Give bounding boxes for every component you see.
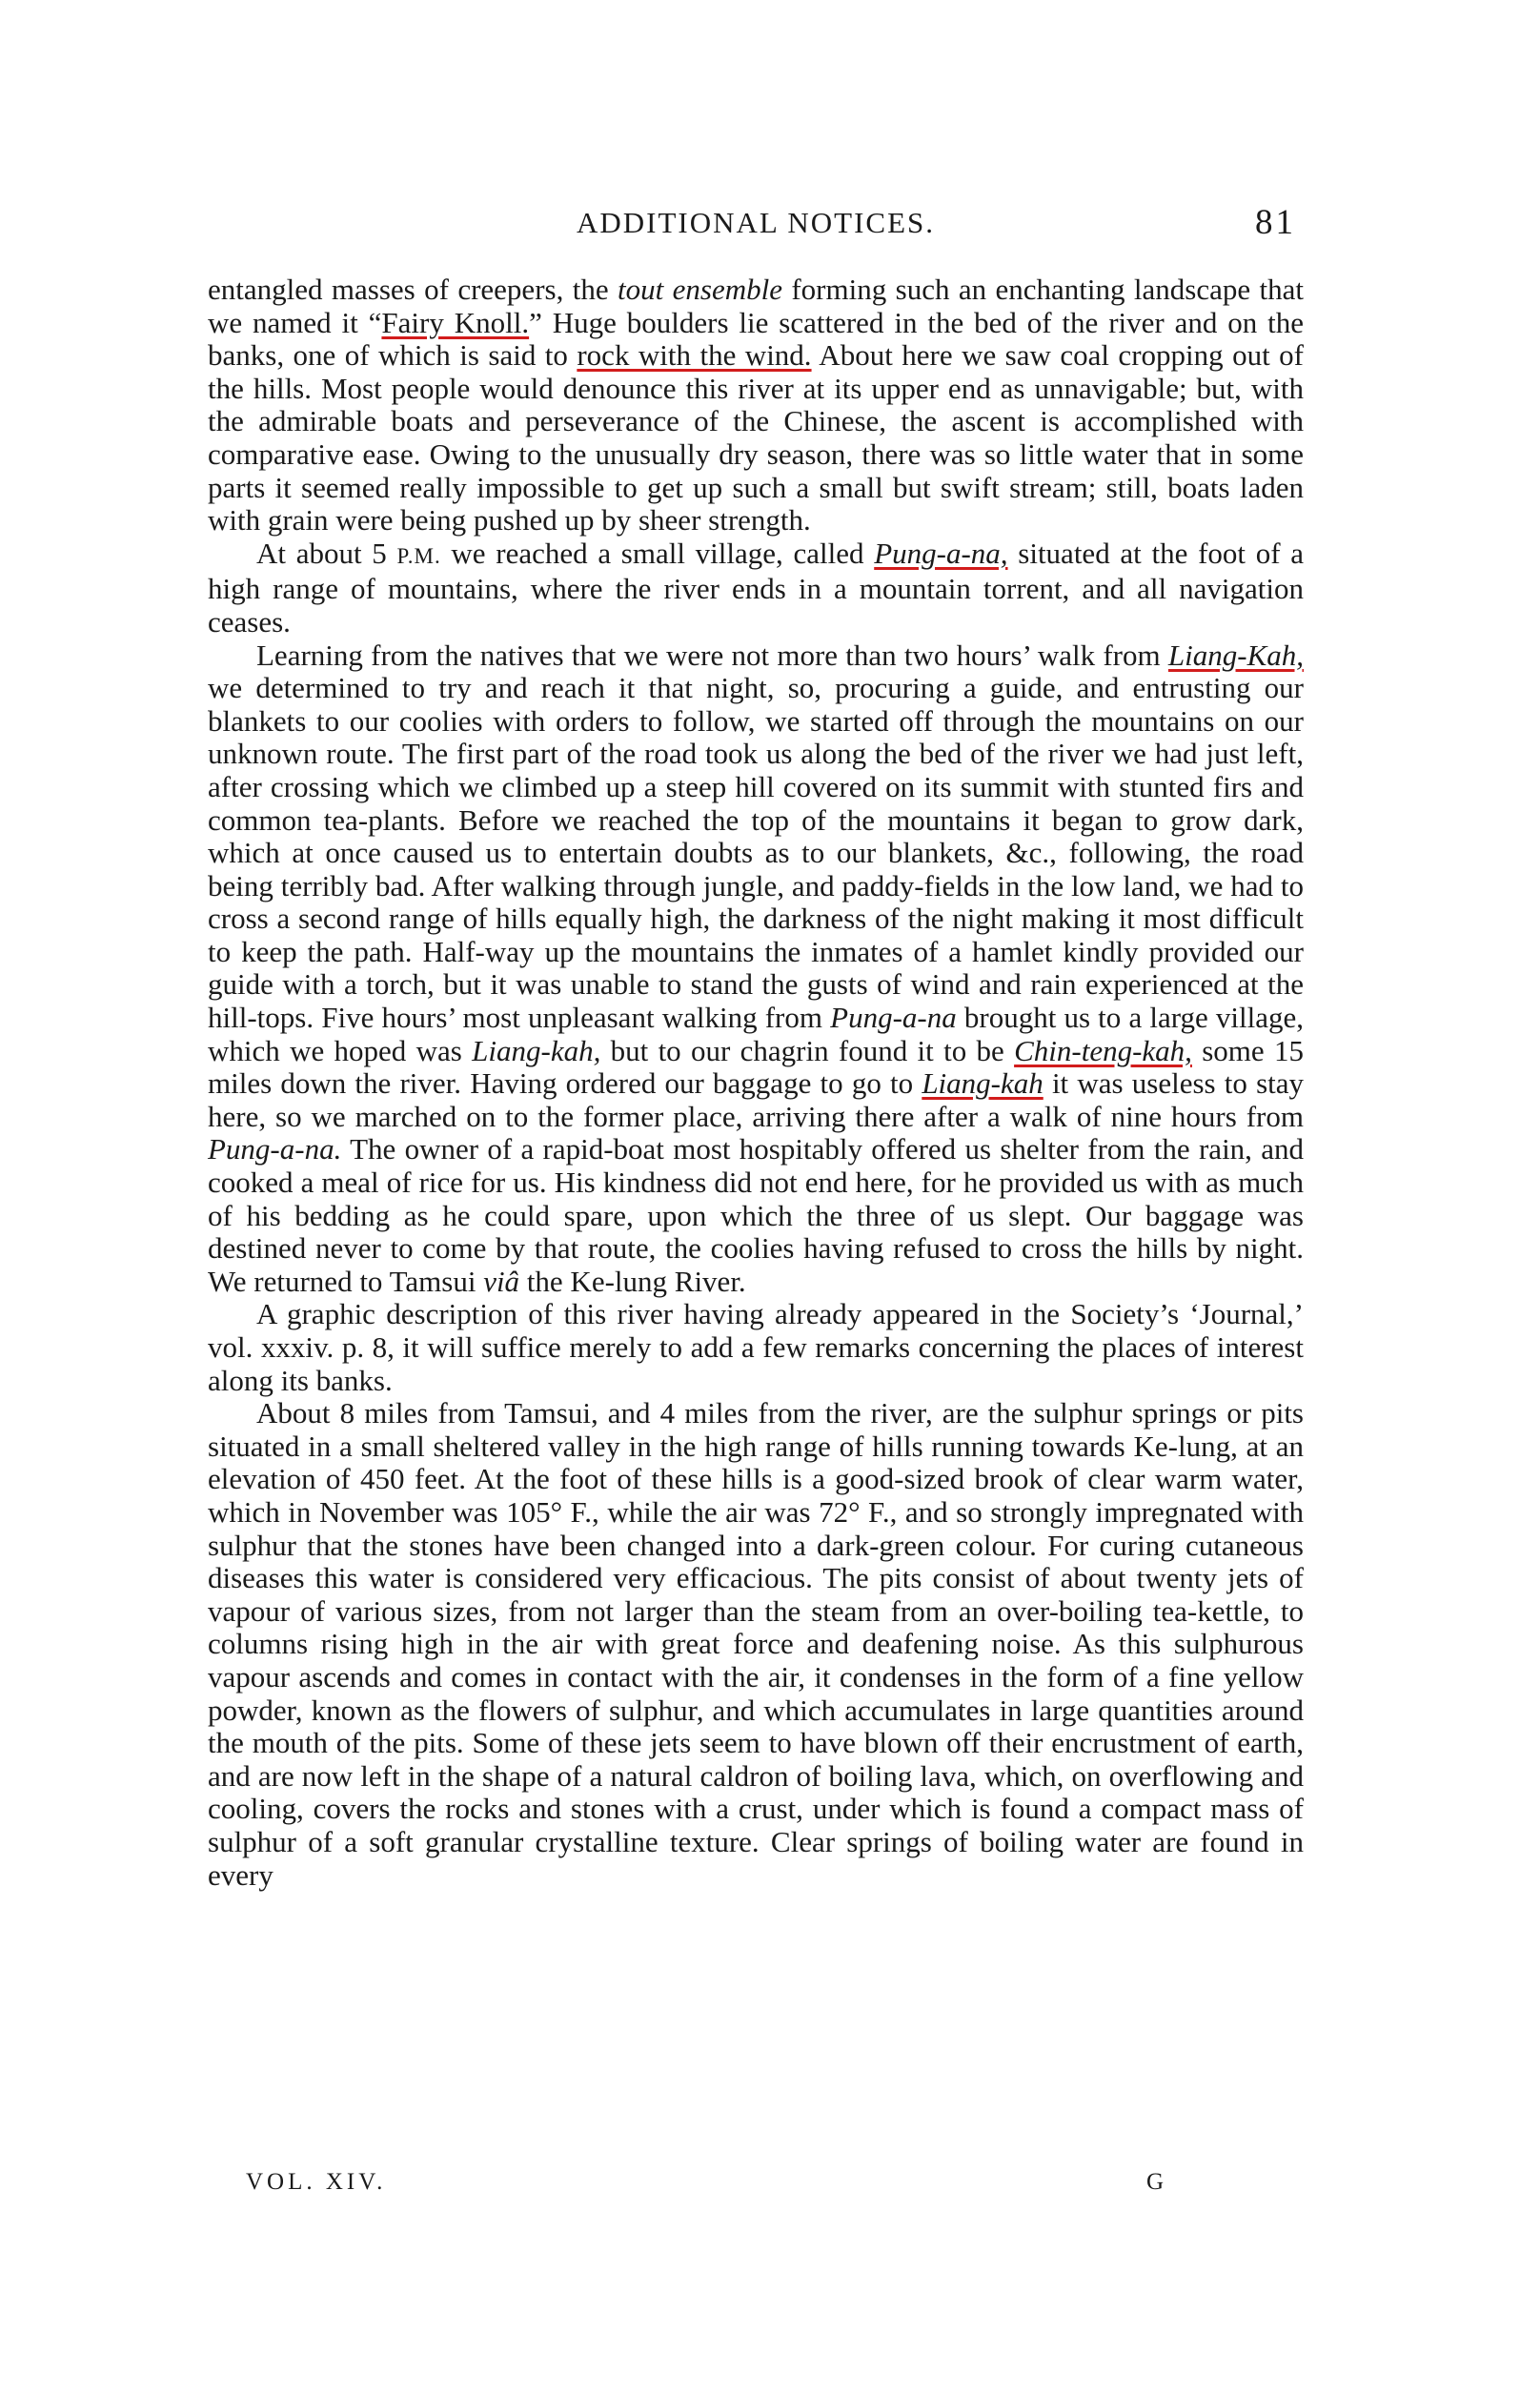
paragraph-5: About 8 miles from Tamsui, and 4 miles from the river, are the sulphur springs or pits situated in a small sheltered valley in the high range of hills running towards Ke-lung, at an elevation of 450 feet. At the foot of these hills is a good-sized brook of clear warm water, which in November was 105° F., while the air was 72° F., and so strongly impregnated with sulphur that the stones have been changed into a dark-green colour. For curing cutaneous diseases this water is considered very efficacious. The pits consist of about twenty jets of vapour of various sizes, from not larger than the steam from an over-boiling tea-kettle, to columns rising high in the air with great force and deafening noise. As this sulphurous vapour ascends and comes in contact with the air, it condenses in the form of a fine yellow powder, known as the flowers of sulphur, and which accumulates in large quantities around the mouth of the pits. Some of these jets seem to have blown off their encrustment of earth, and are now left in the shape of a natural caldron of boiling lava, which, on overflowing and cooling, covers the rocks and stones with a crust, under which is found a compact mass of sulphur of a soft granular crystalline texture. Clear springs of boiling water are found in every	[208, 1396, 1304, 1892]
underlined-place-name: Liang-Kah,	[1167, 638, 1304, 672]
italic-word: viâ	[483, 1264, 520, 1298]
running-title: ADDITIONAL NOTICES.	[576, 206, 936, 239]
italic-phrase: tout ensemble	[618, 273, 782, 306]
time-abbreviation: P.M.	[396, 543, 441, 568]
running-head	[208, 202, 1304, 250]
page-footer	[208, 2169, 1304, 2207]
underlined-place-name: Fairy Knoll.	[381, 305, 530, 339]
underlined-place-name: Chin-teng-kah,	[1014, 1033, 1192, 1067]
text-body	[208, 274, 1304, 1892]
text-run: ” Huge boulders lie scattered in the bed of the river and on the banks, one of which is said to	[208, 305, 1304, 373]
italic-place-name: Pung-a-na	[830, 1001, 957, 1035]
paragraph-1	[208, 274, 1304, 537]
text-run: some 15 miles down the river. Having ordered our baggage to go to	[208, 1033, 1304, 1101]
text-run: The owner of a rapid-boat most hospitably offered us shelter from the rain, and cooked a meal of rice for us. His kindness did not end here, for he provided us with as much of his bedding as he could spare, upon which the three of us slept. Our baggage was destined never to come by that route, the coolies having refused to cross the hills by night. We returned to Tamsui	[208, 1132, 1304, 1298]
text-run: we determined to try and reach it that night, so, procuring a guide, and entrusting our blankets to our coolies with orders to follow, we started off through the mountains on our unknown route. The first part of the road took us along the bed of the river we had just left, after crossing which we climbed up a steep hill covered on its summit with stunted firs and common tea-plants. Before we reached the top of the mountains it began to grow dark, which at once caused us to entertain doubts as to our blankets, &c., following, the road being terribly bad. After walking through jungle, and paddy-fields in the low land, we had to cross a second range of hills equally high, the darkness of the night making it most difficult to keep the path. Half-way up the mountains the inmates of a hamlet kindly provided our guide with a torch, but it was unable to stand the gusts of wind and rain experienced at the hill-tops. Five hours’ most unpleasant walking from	[208, 671, 1304, 1035]
underlined-place-name: Liang-kah	[922, 1066, 1044, 1101]
paragraph-3	[208, 639, 1304, 1299]
signature-mark: G	[1146, 2169, 1165, 2195]
paragraph-2	[208, 537, 1304, 639]
page-number: 81	[1255, 203, 1296, 242]
italic-place-name: Liang-kah,	[472, 1033, 601, 1067]
text-run: the Ke-lung River.	[519, 1264, 746, 1298]
text-run: situated at the foot of a high range of mountains, where the river ends in a mountain torrent, and all navigation ceases.	[208, 536, 1304, 639]
underlined-place-name: Pung-a-na,	[874, 536, 1008, 570]
text-run: Learning from the natives that we were not more than two hours’ walk from	[256, 638, 1168, 672]
underlined-phrase: rock with the wind.	[577, 338, 812, 373]
volume-number: VOL. XIV.	[246, 2169, 387, 2195]
italic-place-name: Pung-a-na.	[208, 1132, 342, 1166]
text-run: entangled masses of creepers, the	[208, 273, 618, 306]
paragraph-4: A graphic description of this river having already appeared in the Society’s ‘Journal,’ vol. xxxiv. p. 8, it will suffice merely to add a few remarks concerning the places of interest along its banks.	[208, 1297, 1304, 1397]
text-run: it was useless to stay here, so we marched on to the former place, arriving there after a walk of nine hours from	[208, 1066, 1305, 1133]
text-run: brought us to a large village, which we hoped was	[208, 1001, 1304, 1067]
text-run: forming such an enchanting landscape that we named it “	[208, 273, 1304, 339]
text-run: About here we saw coal cropping out of the hills. Most people would denounce this river at its upper end as unnavigable; but, with the admirable boats and perseverance of the Chinese, the ascent is accomplished with comparative ease. Owing to the unusually dry season, there was so little water that in some parts it seemed really impossible to get up such a small but swift stream; still, boats laden with grain were being pushed up by sheer strength.	[208, 338, 1304, 537]
text-run: but to our chagrin found it to be	[600, 1033, 1015, 1067]
text-run: we reached a small village, called	[440, 536, 875, 570]
text-run: At about 5	[256, 536, 397, 570]
